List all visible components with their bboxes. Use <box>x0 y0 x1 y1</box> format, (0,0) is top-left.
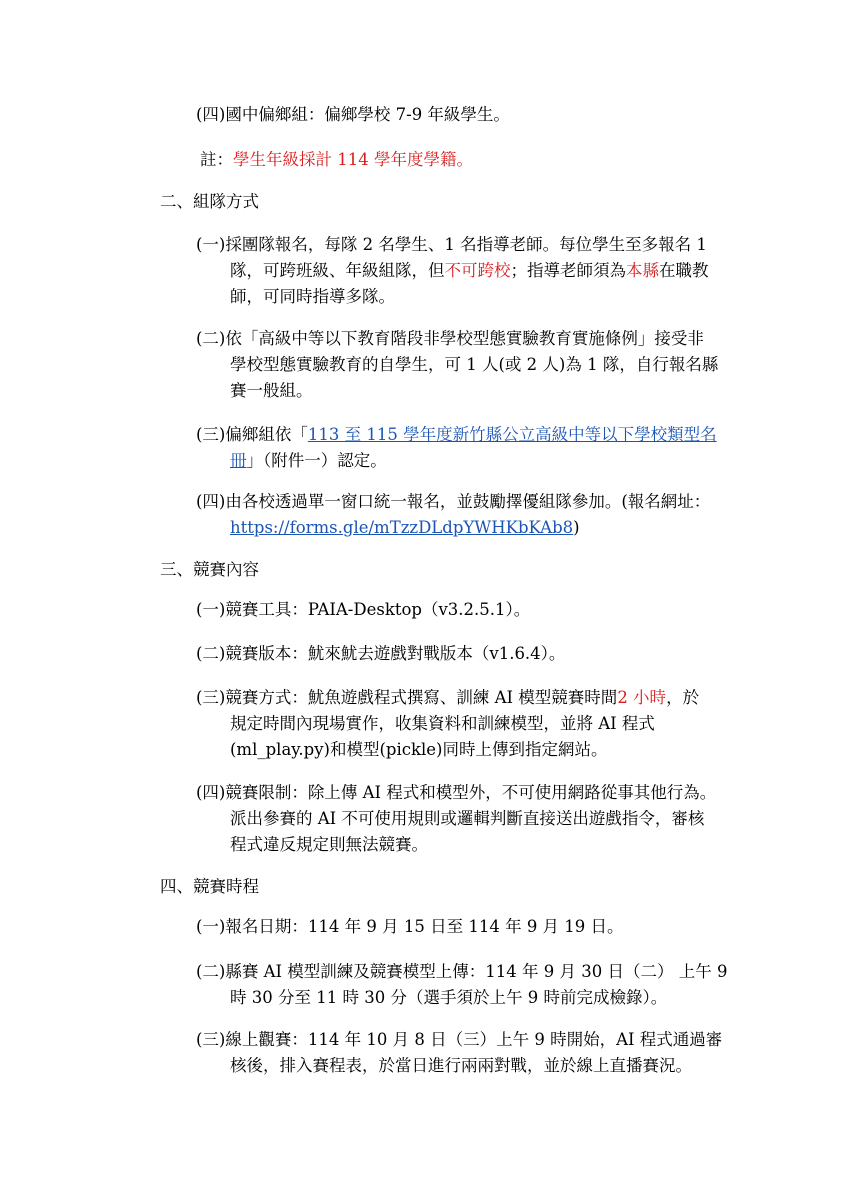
text-span: ，於 <box>666 688 700 707</box>
content-item-4-line-2: 派出參賽的 AI 不可使用規則或邏輯判斷直接送出遊戲指令，審核 <box>230 809 705 828</box>
schedule-item-3-line-2: 核後，排入賽程表，於當日進行兩兩對戰，並於線上直播賽況。 <box>230 1056 692 1075</box>
team-item-3-line-2 <box>230 450 387 472</box>
schedule-item-3-line-1: (三)線上觀賽：114 年 10 月 8 日（三）上午 9 時開始，AI 程式通過審 <box>196 1030 723 1049</box>
note-red-text: 學生年級採計 114 學年度學籍。 <box>233 150 473 169</box>
group-rural-junior-item: (四)國中偏鄉組：偏鄉學校 7-9 年級學生。 <box>196 105 510 124</box>
team-item-1-line-2 <box>230 260 709 282</box>
note-line <box>200 149 473 171</box>
content-item-4-line-1: (四)競賽限制：除上傳 AI 程式和模型外，不可使用網路從事其他行為。 <box>196 783 717 802</box>
text-span: ；指導老師須為 <box>510 261 626 280</box>
text-span: 隊，可跨班級、年級組隊，但 <box>230 261 445 280</box>
team-item-1-line-3: 師，可同時指導多隊。 <box>230 287 395 306</box>
schedule-item-2-line-1: (二)縣賽 AI 模型訓練及競賽模型上傳：114 年 9 月 30 日（二） 上午 9 <box>196 962 728 981</box>
text-span: 在職教 <box>659 261 709 280</box>
school-type-list-link[interactable]: 113 至 115 學年度新竹縣公立高級中等以下學校類型名 <box>307 425 717 444</box>
content-item-2: (二)競賽版本：魷來魷去遊戲對戰版本（v1.6.4）。 <box>196 644 566 663</box>
team-item-1-line-1: (一)採團隊報名，每隊 2 名學生、1 名指導老師。每位學生至多報名 1 <box>196 235 707 254</box>
text-span: (三)競賽方式：魷魚遊戲程式撰寫、訓練 AI 模型競賽時間 <box>196 688 618 707</box>
content-item-1: (一)競賽工具：PAIA-Desktop（v3.2.5.1）。 <box>196 600 531 619</box>
team-item-2-line-3: 賽一般組。 <box>230 381 313 400</box>
text-span: (三)偏鄉組依「 <box>196 425 308 444</box>
section-heading-teams: 二、組隊方式 <box>160 192 259 211</box>
content-item-3-line-2: 規定時間內現場實作，收集資料和訓練模型，並將 AI 程式 <box>230 714 655 733</box>
team-item-3-line-1 <box>196 424 717 446</box>
red-this-county: 本縣 <box>626 261 659 280</box>
red-two-hours: 2 小時 <box>617 688 667 707</box>
registration-url-link[interactable]: https://forms.gle/mTzzDLdpYWHKbKAb8 <box>230 518 574 537</box>
content-item-3-line-1 <box>196 687 699 709</box>
schedule-item-2-line-2: 時 30 分至 11 時 30 分（選手須於上午 9 時前完成檢錄）。 <box>230 988 668 1007</box>
team-item-2-line-2: 學校型態實驗教育的自學生，可 1 人(或 2 人)為 1 隊，自行報名縣 <box>230 355 719 374</box>
content-item-4-line-3: 程式違反規定則無法競賽。 <box>230 835 428 854</box>
team-item-4-line-1: (四)由各校透過單一窗口統一報名，並鼓勵擇優組隊參加。(報名網址： <box>196 492 711 511</box>
section-heading-schedule: 四、競賽時程 <box>160 877 259 896</box>
content-item-3-line-3: (ml_play.py)和模型(pickle)同時上傳到指定網站。 <box>230 740 608 759</box>
red-no-cross-school: 不可跨校 <box>444 261 511 280</box>
section-heading-content: 三、競賽內容 <box>160 560 259 579</box>
team-item-2-line-1: (二)依「高級中等以下教育階段非學校型態實驗教育實施條例」接受非 <box>196 329 704 348</box>
team-item-4-line-2 <box>230 517 580 539</box>
school-type-list-link-cont[interactable]: 冊 <box>230 451 247 470</box>
text-span: ) <box>573 518 580 537</box>
text-span: 」（附件一）認定。 <box>246 451 387 470</box>
note-prefix: 註： <box>200 150 233 169</box>
schedule-item-1: (一)報名日期：114 年 9 月 15 日至 114 年 9 月 19 日。 <box>196 917 624 936</box>
